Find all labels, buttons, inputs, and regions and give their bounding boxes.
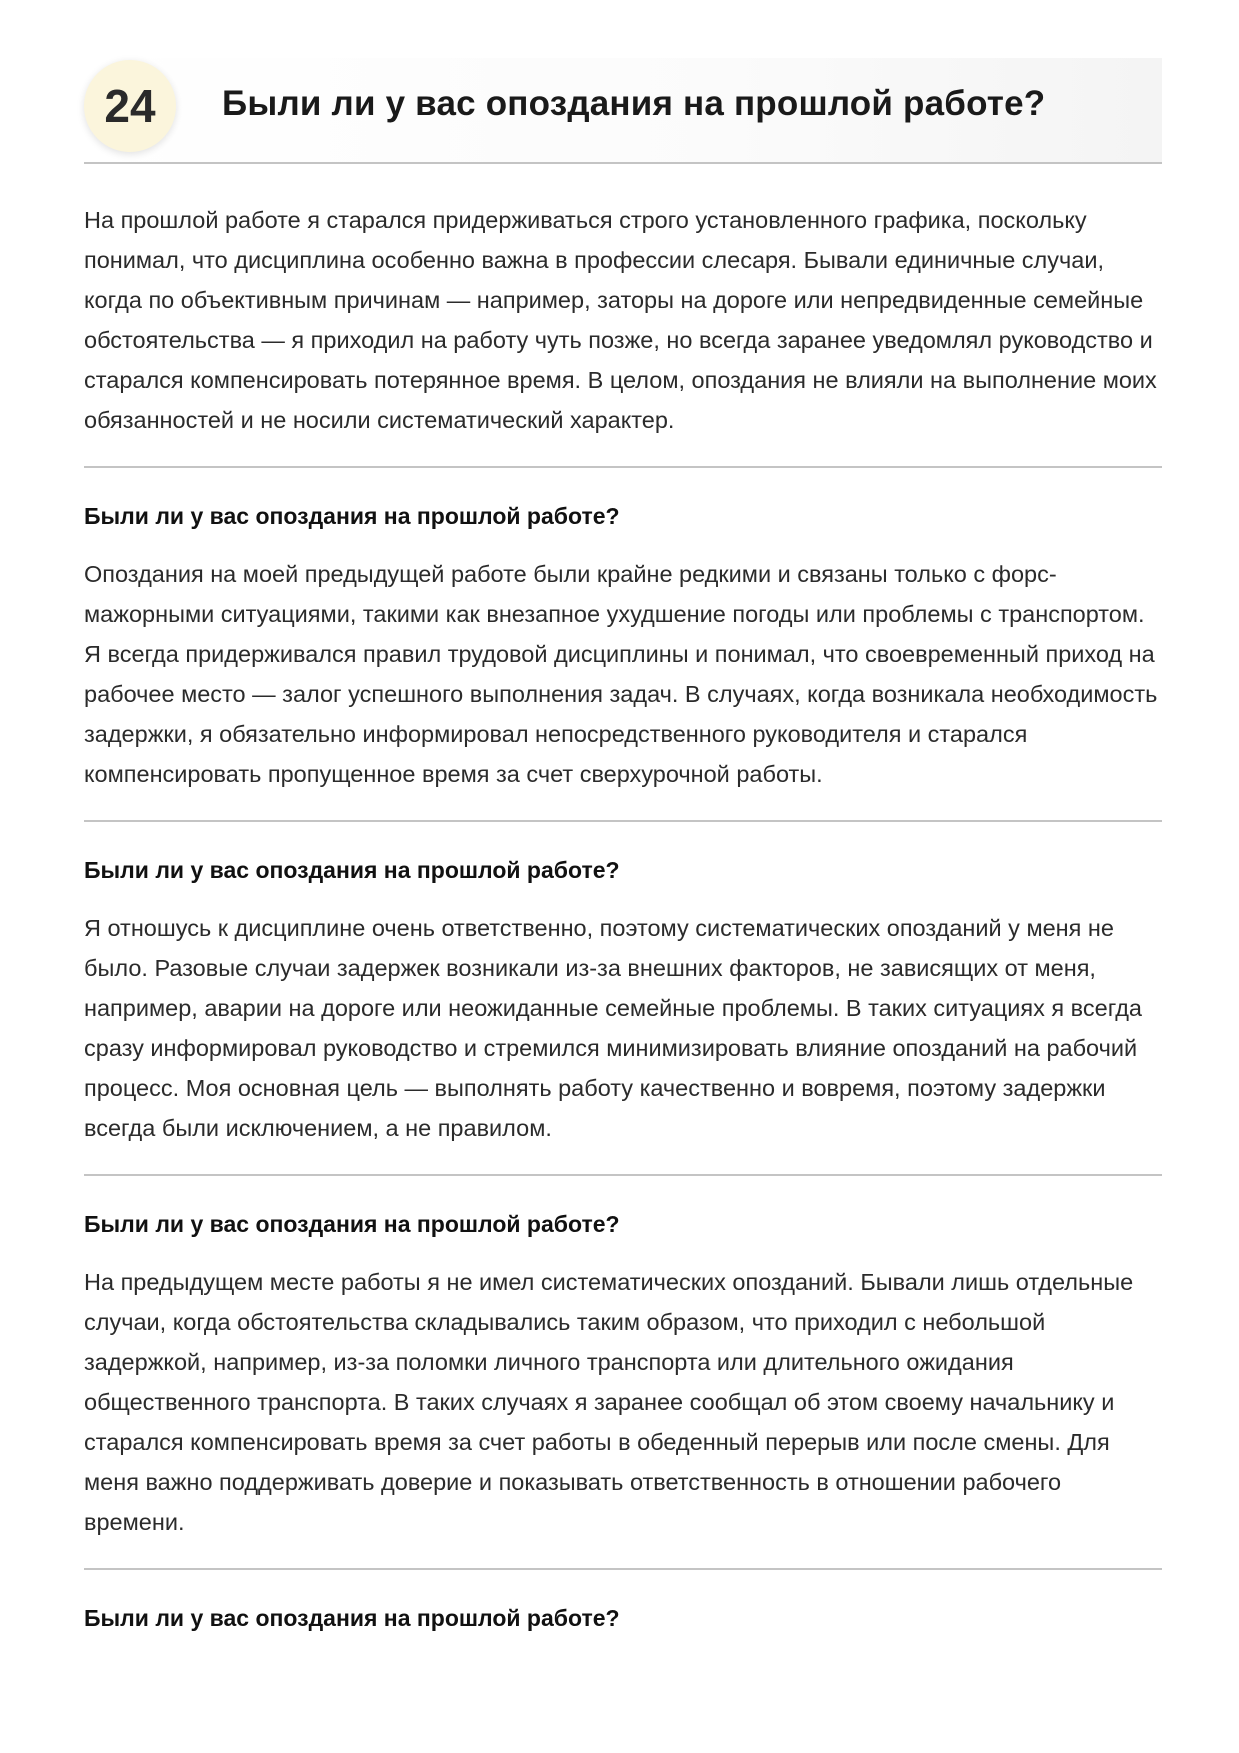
- question-heading: Были ли у вас опоздания на прошлой работе?: [84, 1605, 620, 1631]
- answer-text: Я отношусь к дисциплине очень ответственно, поэтому систематических опозданий у меня не было. Разовые случаи задержек возникали из-за внешних факторов, не зависящих от меня, например, аварии на дороге или неожиданные семейные проблемы. В таких ситуациях я всегда сразу информировал руководство и стремился минимизировать влияние опозданий на рабочий процесс. Моя основная цель — выполнять работу качественно и вовремя, поэтому задержки всегда были исключением, а не правилом.: [84, 915, 1143, 1141]
- intro-answer-section: [84, 164, 1162, 468]
- answer-text: Опоздания на моей предыдущей работе были крайне редкими и связаны только с форс-мажорными ситуациями, такими как внезапное ухудшение погоды или проблемы с транспортом. Я всегда придерживался правил трудовой дисциплины и понимал, что своевременный приход на рабочее место — залог успешного выполнения задач. В случаях, когда возникала необходимость задержки, я обязательно информировал непосредственного руководителя и старался компенсировать пропущенное время за счет сверхурочной работы.: [84, 561, 1158, 787]
- answer-text: На прошлой работе я старался придерживаться строго установленного графика, поскольку понимал, что дисциплина особенно важна в профессии слесаря. Бывали единичные случаи, когда по объективным причинам — например, заторы на дороге или непредвиденные семейные обстоятельства — я приходил на работу чуть позже, но всегда заранее уведомлял руководство и старался компенсировать потерянное время. В целом, опоздания не влияли на выполнение моих обязанностей и не носили систематический характер.: [84, 207, 1157, 433]
- question-heading: Были ли у вас опоздания на прошлой работе?: [84, 1211, 620, 1237]
- answer-section-4: [84, 1570, 1162, 1682]
- answer-section-3: [84, 1176, 1162, 1570]
- question-heading: Были ли у вас опоздания на прошлой работе?: [84, 857, 620, 883]
- answer-section-1: [84, 468, 1162, 822]
- document-page: [84, 58, 1162, 1682]
- page-title: Были ли у вас опоздания на прошлой работе?: [222, 84, 1046, 123]
- question-heading: Были ли у вас опоздания на прошлой работе?: [84, 503, 620, 529]
- page-header: [84, 58, 1162, 164]
- question-number-badge: 24: [84, 60, 176, 152]
- answer-section-2: [84, 822, 1162, 1176]
- answer-text: На предыдущем месте работы я не имел систематических опозданий. Бывали лишь отдельные случаи, когда обстоятельства складывались таким образом, что приходил с небольшой задержкой, например, из-за поломки личного транспорта или длительного ожидания общественного транспорта. В таких случаях я заранее сообщал об этом своему начальнику и старался компенсировать время за счет работы в обеденный перерыв или после смены. Для меня важно поддерживать доверие и показывать ответственность в отношении рабочего времени.: [84, 1269, 1134, 1535]
